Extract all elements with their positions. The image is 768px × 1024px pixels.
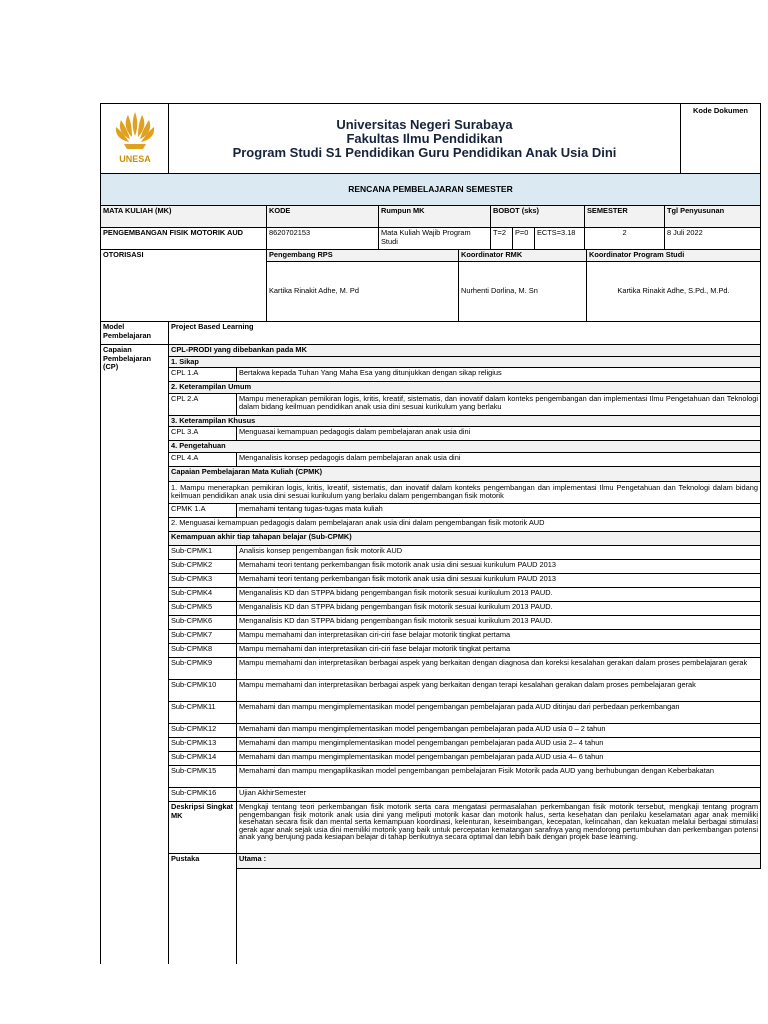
sub-cpmk-code: Sub-CPMK14 xyxy=(169,751,237,765)
pengembang-label: Pengembang RPS xyxy=(267,250,459,262)
pustaka-utama: Utama : xyxy=(237,853,761,868)
sub-cpmk-code: Sub-CPMK5 xyxy=(169,601,237,615)
sub-cpmk-code: Sub-CPMK15 xyxy=(169,765,237,787)
ects-value: ECTS=3.18 xyxy=(535,228,585,250)
pustaka-label: Pustaka xyxy=(169,853,237,964)
sub-cpmk-code: Sub-CPMK13 xyxy=(169,737,237,751)
p-value: P=0 xyxy=(513,228,535,250)
cp-label: Capaian Pembelajaran (CP) xyxy=(101,345,169,965)
sub-cpmk-text: Analisis konsep pengembangan fisik motorik AUD xyxy=(237,545,761,559)
sub-cpmk-text: Mampu memahami dan interpretasikan berbagai aspek yang berkaitan dengan diagnosa dan koreksi kesalahan gerakan dalam proses pembelajaran gerak xyxy=(237,657,761,679)
main-table xyxy=(100,321,761,964)
sub-cpmk-code: Sub-CPMK11 xyxy=(169,701,237,723)
mk-value: PENGEMBANGAN FISIK MOTORIK AUD xyxy=(101,228,267,250)
kode-dokumen: Kode Dokumen xyxy=(681,104,761,174)
cpmk-item-1: 1. Mampu menerapkan pemikiran logis, kritis, kreatif, sistematis, dan inovatif dalam konteks pengembangan dan implementasi Ilmu Pengetahuan dan Teknologi dalam bidang keilmuan pendidikan anak usia dini sesuai kurikulum yang berlaku dalam pengembangan fisik motorik xyxy=(169,481,761,503)
kode-value: 8620702153 xyxy=(267,228,379,250)
sub-cpmk-text: Memahami teori tentang perkembangan fisik motorik anak usia dini sesuai kurikulum PAUD 2013 xyxy=(237,573,761,587)
otorisasi-label: OTORISASI xyxy=(101,250,267,322)
rps-document xyxy=(100,103,760,964)
sub-cpmk-text: Memahami dan mampu mengimplementasikan model pengembangan pembelajaran pada AUD usia 2– 4 tahun xyxy=(237,737,761,751)
sub-cpmk-code: Sub-CPMK12 xyxy=(169,723,237,737)
semester-header: SEMESTER xyxy=(585,206,665,228)
cpl4-code: CPL 4.A xyxy=(169,452,237,466)
unesa-logo xyxy=(110,106,160,168)
model-label: Model Pembelajaran xyxy=(101,322,169,345)
sub-cpmk-code: Sub-CPMK16 xyxy=(169,787,237,801)
koordinator-prodi-label: Koordinator Program Studi xyxy=(587,250,761,262)
model-value: Project Based Learning xyxy=(169,322,761,345)
cpmk1a-text: memahami tentang tugas-tugas mata kuliah xyxy=(237,503,761,517)
kode-header: KODE xyxy=(267,206,379,228)
ku-heading: 2. Keterampilan Umum xyxy=(169,382,761,394)
t-value: T=2 xyxy=(491,228,513,250)
otorisasi-table xyxy=(100,249,761,322)
tgl-header: Tgl Penyusunan xyxy=(665,206,761,228)
title-block xyxy=(169,104,681,174)
cpl1-code: CPL 1.A xyxy=(169,368,237,382)
sub-cpmk-text: Memahami dan mampu mengaplikasikan model pengembangan pembelajaran Fisik Motorik pada AUD yang berhubungan dengan Keberbakatan xyxy=(237,765,761,787)
pengembang-name: Kartika Rinakit Adhe, M. Pd xyxy=(267,262,459,322)
rumpun-value: Mata Kuliah Wajib Program Studi xyxy=(379,228,491,250)
kk-heading: 3. Keterampilan Khusus xyxy=(169,415,761,427)
koordinator-rmk-label: Koordinator RMK xyxy=(459,250,587,262)
cpl-heading: CPL-PRODI yang dibebankan pada MK xyxy=(169,345,761,357)
sub-cpmk-text: Menganalisis KD dan STPPA bidang pengembangan fisik motorik sesuai kurikulum 2013 PAUD. xyxy=(237,587,761,601)
sub-cpmk-text: Memahami dan mampu mengimplementasikan model pengembangan pembelajaran pada AUD usia 4– 6 tahun xyxy=(237,751,761,765)
peng-heading: 4. Pengetahuan xyxy=(169,441,761,453)
cpl4-text: Menganalisis konsep pedagogis dalam pembelajaran anak usia dini xyxy=(237,452,761,466)
rumpun-header: Rumpun MK xyxy=(379,206,491,228)
faculty-name: Fakultas Ilmu Pendidikan xyxy=(346,130,503,146)
sub-cpmk-code: Sub-CPMK10 xyxy=(169,679,237,701)
cpl2-text: Mampu menerapkan pemikiran logis, kritis, kreatif, sistematis, dan inovatif dalam konteks pengembangan dan implementasi Ilmu Pengetahuan dan Teknologi dalam bidang keilmuan pendidikan anak usia dini sesuai kurikulum yang berlaku xyxy=(237,393,761,415)
university-name: Universitas Negeri Surabaya xyxy=(336,116,513,132)
koordinator-prodi-name: Kartika Rinakit Adhe, S.Pd., M.Pd. xyxy=(587,262,761,322)
sub-cpmk-text: Mampu memahami dan interpretasikan ciri-ciri fase belajar motorik tingkat pertama xyxy=(237,629,761,643)
tgl-value: 8 Juli 2022 xyxy=(665,228,761,250)
koordinator-rmk-name: Nurhenti Dorlina, M. Sn xyxy=(459,262,587,322)
sub-cpmk-text: Memahami dan mampu mengimplementasikan model pengembangan pembelajaran pada AUD usia 0 – 2 tahun xyxy=(237,723,761,737)
sub-cpmk-text: Menganalisis KD dan STPPA bidang pengembangan fisik motorik sesuai kurikulum 2013 PAUD. xyxy=(237,601,761,615)
header-table xyxy=(100,103,761,206)
sub-cpmk-text: Mampu memahami dan interpretasikan ciri-ciri fase belajar motorik tingkat pertama xyxy=(237,643,761,657)
program-name: Program Studi S1 Pendidikan Guru Pendidikan Anak Usia Dini xyxy=(232,144,617,160)
cpl2-code: CPL 2.A xyxy=(169,393,237,415)
cpl1-text: Bertakwa kepada Tuhan Yang Maha Esa yang ditunjukkan dengan sikap religius xyxy=(237,368,761,382)
pustaka-list xyxy=(237,868,761,964)
deskripsi-text: Mengkaji tentang teori perkembangan fisik motorik serta cara mengatasi permasalahan perkembangan fisik motorik tersebut, mengkaji tentang program pengembangan fisik motorik anak usia dini yang meliputi motorik kasar dan motorik halus, serta kesehatan dan perilaku keselamatan agar anak memiliki kesehatan secara fisik dan mental serta kemampuan koordinasi, kelenturan, keseimbangan, kecepatan, kelincahan, dan kekuatan melalui berbagai stimulasi gerak agar anak sejak usia dini memiliki motorik yang baik untuk percepatan kematangan sarafnya yang mendorong pertumbuhan dan perkembangan potensi anak yang berujung pada kesiapan belajar di tahap berikutnya secara optimal dan lebih baik dengan projek base learning. xyxy=(237,801,761,853)
sub-cpmk-text: Memahami teori tentang perkembangan fisik motorik anak usia dini sesuai kurikulum PAUD 2013 xyxy=(237,559,761,573)
deskripsi-label: Deskripsi Singkat MK xyxy=(169,801,237,853)
mk-header: MATA KULIAH (MK) xyxy=(101,206,267,228)
sub-cpmk-heading: Kemampuan akhir tiap tahapan belajar (Sub-CPMK) xyxy=(169,531,761,545)
sub-cpmk-text: Menganalisis KD dan STPPA bidang pengembangan fisik motorik sesuai kurikulum 2013 PAUD. xyxy=(237,615,761,629)
sub-cpmk-code: Sub-CPMK3 xyxy=(169,573,237,587)
logo-text: UNESA xyxy=(118,154,151,165)
course-info-table xyxy=(100,205,761,250)
sub-cpmk-text: Memahami dan mampu mengimplementasikan model pengembangan pembelajaran pada AUD ditinjau dari perbedaan perkembangan xyxy=(237,701,761,723)
sub-cpmk-code: Sub-CPMK4 xyxy=(169,587,237,601)
sub-cpmk-code: Sub-CPMK8 xyxy=(169,643,237,657)
rps-title: RENCANA PEMBELAJARAN SEMESTER xyxy=(101,174,761,206)
cpmk1a-code: CPMK 1.A xyxy=(169,503,237,517)
cpmk-item-2: 2. Menguasai kemampuan pedagogis dalam pembelajaran anak usia dini dalam pengembangan fisik motorik AUD xyxy=(169,517,761,531)
sub-cpmk-code: Sub-CPMK1 xyxy=(169,545,237,559)
sub-cpmk-code: Sub-CPMK7 xyxy=(169,629,237,643)
sub-cpmk-code: Sub-CPMK9 xyxy=(169,657,237,679)
logo-cell xyxy=(101,104,169,174)
semester-value: 2 xyxy=(585,228,665,250)
sub-cpmk-text: Ujian AkhirSemester xyxy=(237,787,761,801)
sub-cpmk-code: Sub-CPMK2 xyxy=(169,559,237,573)
cpl3-text: Menguasai kemampuan pedagogis dalam pembelajaran anak usia dini xyxy=(237,427,761,441)
cpmk-heading: Capaian Pembelajaran Mata Kuliah (CPMK) xyxy=(169,466,761,481)
sub-cpmk-text: Mampu memahami dan interpretasikan berbagai aspek yang berkaitan dengan terapi kesalahan gerakan dalam proses pembelajaran gerak xyxy=(237,679,761,701)
bobot-header: BOBOT (sks) xyxy=(491,206,585,228)
sub-cpmk-code: Sub-CPMK6 xyxy=(169,615,237,629)
cpl3-code: CPL 3.A xyxy=(169,427,237,441)
sikap-heading: 1. Sikap xyxy=(169,356,761,368)
